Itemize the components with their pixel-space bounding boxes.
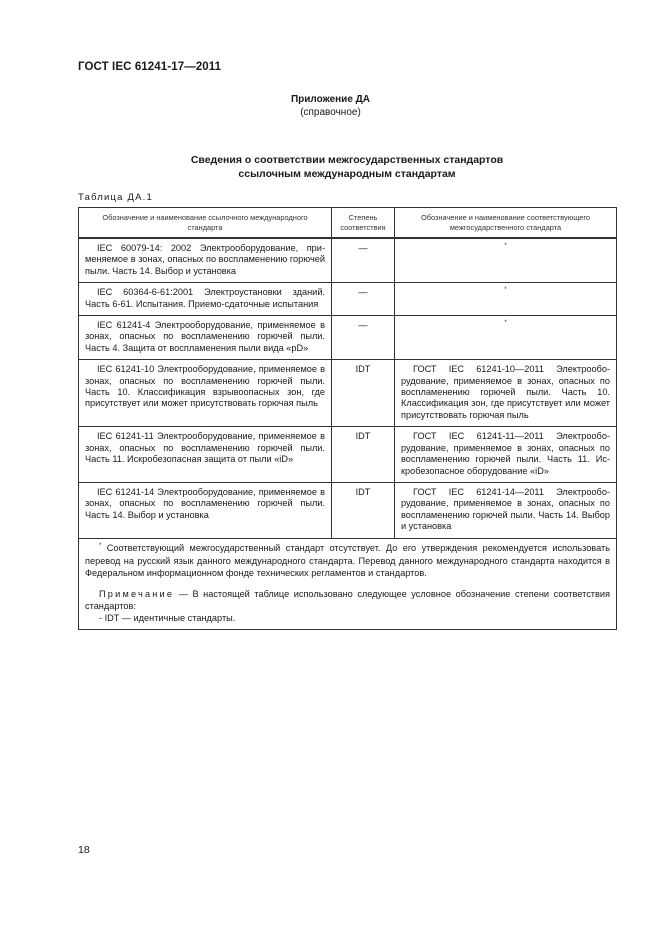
international-standard-cell: IEC 60079-14: 2002 Электрооборудование, применяемое в зонах, опасных по воспламенению горючей пыли. Часть 14. Выбор и установка [79,238,332,283]
interstate-standard-cell: ГОСТ IEC 61241-10—2011 Электрооборудование, применяемое в зонах, опасных по воспламенению горючей пыли. Часть 10. Классификация зон, где присутствует или может присутствовать горючая пыль [395,360,617,427]
annex-title: Приложение ДА [290,94,371,105]
section-title [78,153,616,181]
interstate-standard-cell: ГОСТ IEC 61241-11—2011 Электрооборудование, применяемое в зонах, опасных по воспламенению горючей пыли. Часть 11. Искробезопасное оборудование «iD» [395,427,617,483]
table-header-row [79,208,617,239]
note-paragraph [85,589,610,612]
annex-heading [0,93,661,119]
footnote-marker: * [99,542,102,549]
table-row [79,238,617,283]
interstate-standard-cell: ГОСТ IEC 61241-14—2011 Электрооборудование, применяемое в зонах, опасных по воспламенению горючей пыли. Часть 14. Выбор и установка [395,482,617,538]
table-row [79,360,617,427]
table-row [79,316,617,360]
table-row [79,427,617,483]
footnote-paragraph [85,543,610,580]
international-standard-cell: IEC 61241-11 Электрооборудование, применяемое в зонах, опасных по воспламенению горючей пыли. Часть 11. Искробезопасная защита от пыли «iD» [79,427,332,483]
footnote-marker: * [504,287,507,294]
international-standard-cell: IEC 60364-6-61:2001 Электроустановки зданий. Часть 6-61. Испытания. Приемо-сдаточные испытания [79,283,332,316]
note-list-item: - IDT — идентичные стандарты. [99,612,236,623]
footnote-marker: * [504,243,507,249]
table-row [79,283,617,316]
header-degree-of-conformity: Степень соответствия [332,208,395,239]
note-label: Примечание [99,589,175,600]
table-row [79,482,617,538]
degree-cell: IDT [332,360,395,427]
note-text: — В настоящей таблице использовано следующее условное обозначение степени соответствия стандартов: [85,589,610,611]
international-standard-cell: IEC 61241-10 Электрооборудование, применяемое в зонах, опасных по воспламенению горючей пыли. Часть 10. Классификация взрывоопасных зон, где присутствует или может присутствовать горючая пыль [79,360,332,427]
degree-cell: IDT [332,427,395,483]
footnote-marker: * [504,320,507,327]
footnote-text: Соответствующий межгосударственный стандарт отсутствует. До его утверждения рекомендуется использовать перевод на русский язык данного международного стандарта. Перевод данного международного стандарта находится в Федеральном информационном фонде технических регламентов и стандартов. [85,542,610,578]
table-label: Таблица ДА.1 [78,192,153,203]
degree-cell: IDT [332,482,395,538]
interstate-standard-cell [395,238,617,283]
section-title-line-1: Сведения о соответствии межгосударственных стандартов [190,154,504,166]
header-international-standard: Обозначение и наименование ссылочного международного стандарта [79,208,332,239]
annex-subtitle: (справочное) [300,107,361,118]
section-title-line-2: ссылочным международным стандартам [238,168,456,180]
degree-cell: — [332,238,395,283]
interstate-standard-cell [395,316,617,360]
interstate-standard-cell [395,283,617,316]
degree-cell: — [332,316,395,360]
table-footnote-row [79,538,617,630]
degree-cell: — [332,283,395,316]
table-footnote [79,538,617,630]
international-standard-cell: IEC 61241-14 Электрооборудование, применяемое в зонах, опасных по воспламенению горючей пыли. Часть 14. Выбор и установка [79,482,332,538]
page-number: 18 [78,844,90,856]
document-header: ГОСТ IEC 61241-17—2011 [78,61,222,73]
header-interstate-standard: Обозначение и наименование соответствующего межгосударственного стандарта [395,208,617,239]
standards-table [78,207,617,630]
international-standard-cell: IEC 61241-4 Электрооборудование, применяемое в зонах, опасных по воспламенению горючей пыли. Часть 4. Защита от воспламенения пыли вида «pD» [79,316,332,360]
